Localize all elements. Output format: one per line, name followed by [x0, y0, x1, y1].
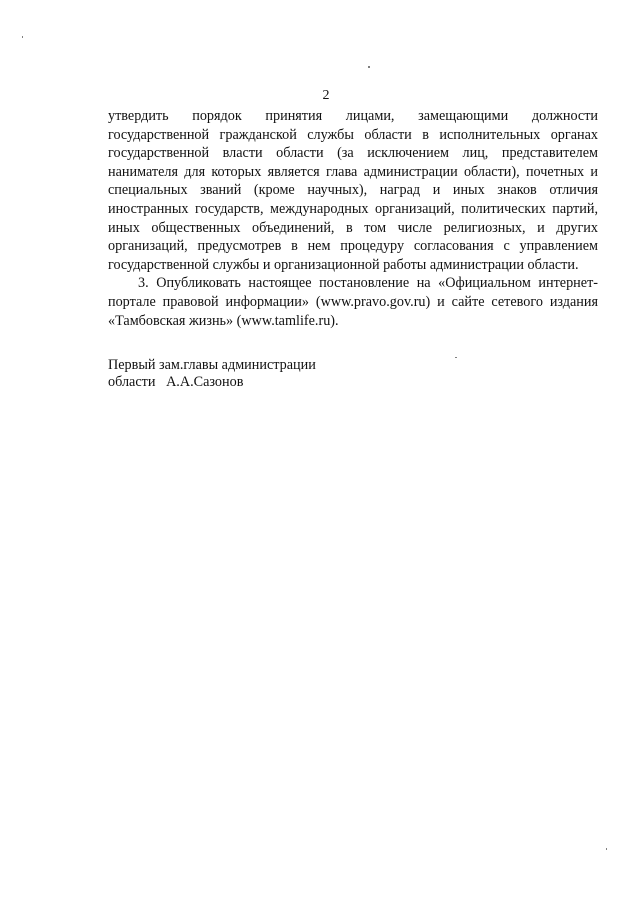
signature-name: области А.А.Сазонов	[108, 374, 244, 390]
signature-position: Первый зам.главы администрации	[108, 357, 316, 373]
paragraph-publish: 3. Опубликовать настоящее постановление на «Официальном интернет-портале правовой информации» (www.pravo.gov.ru) и сайте сетевого издания «Тамбовская жизнь» (www.tamlife.ru).	[108, 275, 598, 329]
scan-speck	[368, 66, 370, 68]
signature-block	[108, 357, 316, 391]
document-body	[108, 107, 598, 330]
scan-speck	[606, 848, 607, 850]
scan-speck	[455, 357, 457, 358]
page-number: 2	[322, 88, 330, 103]
scan-speck	[22, 36, 23, 38]
paragraph-procedure: утвердить порядок принятия лицами, замещающими должности государственной гражданской службы области в исполнительных органах государственной власти области (за исключением лиц, представителем нанимателя для которых является глава администрации области), почетных и специальных званий (кроме научных), наград и иных знаков отличия иностранных государств, международных организаций, политических партий, иных общественных объединений, в том числе религиозных, и других организаций, предусмотрев в нем процедуру согласования с управлением государственной службы и организационной работы администрации области.	[108, 108, 598, 273]
